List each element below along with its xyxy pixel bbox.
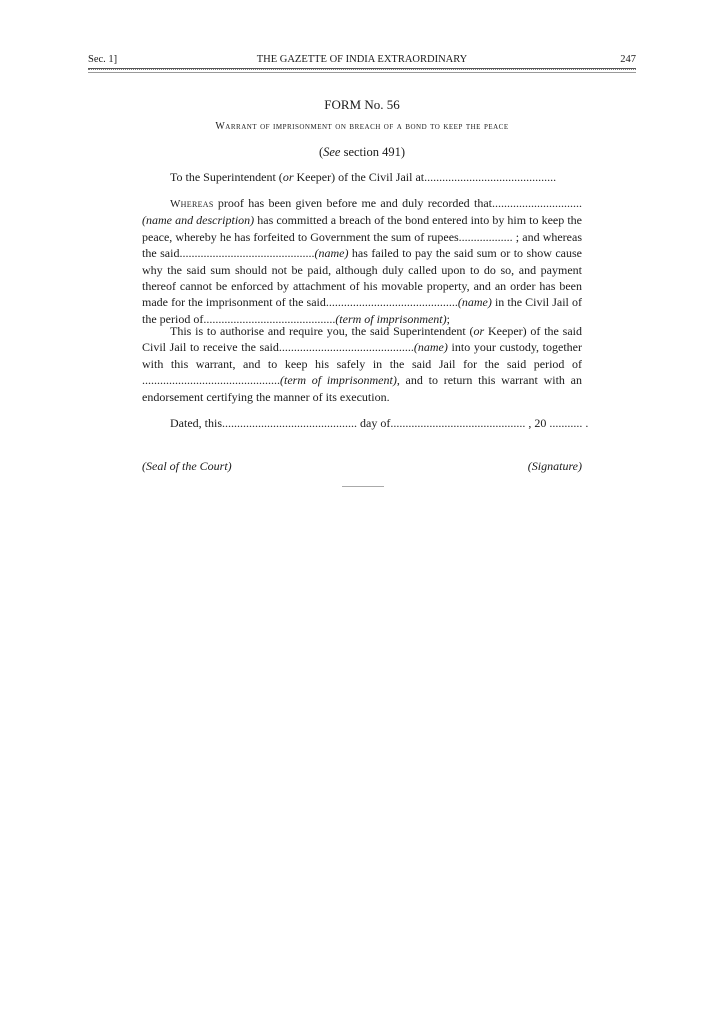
signature-label: (Signature) bbox=[527, 459, 582, 473]
see-label: See bbox=[323, 145, 341, 159]
gazette-title: THE GAZETTE OF INDIA EXTRAORDINARY bbox=[256, 53, 468, 65]
addressee-line: To the Superintendent (or Keeper) of the Civil Jail at............................................ bbox=[170, 170, 557, 184]
whereas-paragraph: Whereas proof has been given before me and duly recorded that..............................(name and description) has committed a breach of the bond entered into by him to keep the peace, whereby he has forfeited to Government the sum of rupees.................. ; and whereas the said.............................................(name) has failed to pay the said sum or to show cause why the said sum should not be paid, although duly called upon to do so, and payment thereof cannot be enforced by attachment of his movable property, and an order has been made for the imprisonment of the said............................................(name) in the Civil Jail of the period of............................................(term of imprisonment); bbox=[142, 196, 582, 326]
section-label: Sec. 1] bbox=[88, 53, 118, 65]
authorisation-paragraph: This is to authorise and require you, the said Superintendent (or Keeper) of the said Civil Jail to receive the said.............................................(name) into your custody, together with this warrant, and to keep his safely in the said Jail for the said period of ..............................................(term of imprisonment), and to return this warrant with an endorsement certifying the manner of its execution. bbox=[142, 324, 583, 404]
court-seal-label: (Seal of the Court) bbox=[142, 459, 232, 473]
header-rule bbox=[88, 68, 636, 73]
form-heading: Warrant of imprisonment on breach of a bond to keep the peace bbox=[215, 121, 509, 132]
end-rule bbox=[342, 486, 384, 487]
whereas-word: Whereas bbox=[170, 198, 214, 210]
page-header bbox=[88, 52, 636, 66]
form-title: FORM No. 56 bbox=[324, 97, 400, 112]
dated-line: Dated, this............................................. day of............................................. , 20 ........... . bbox=[170, 416, 589, 430]
page-number: 247 bbox=[620, 53, 636, 65]
form-reference: (See section 491) bbox=[318, 145, 406, 159]
